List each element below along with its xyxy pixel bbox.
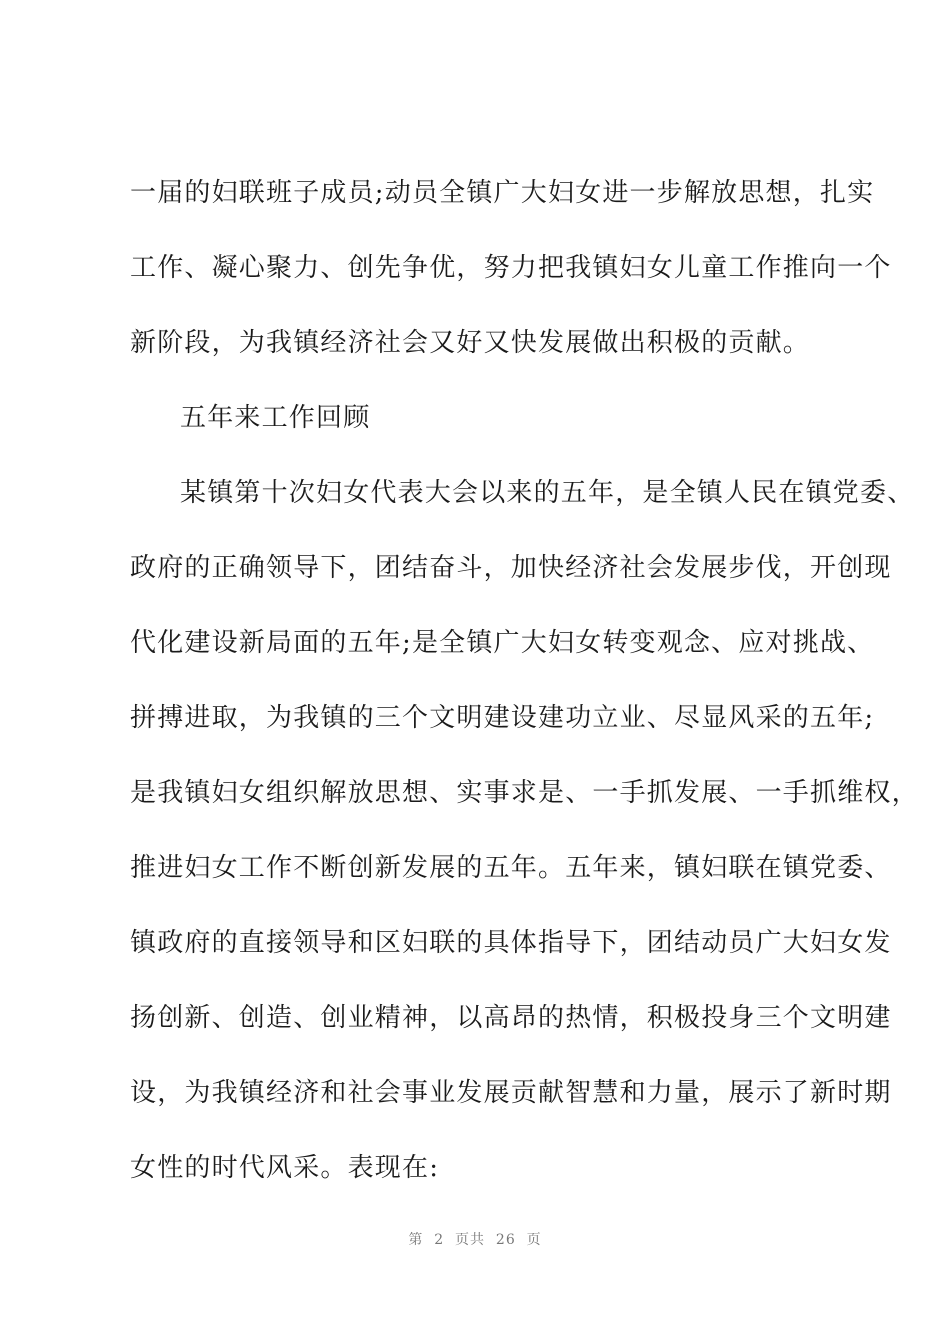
section-heading: 五年来工作回顾	[180, 403, 371, 433]
paragraph-line: 设，为我镇经济和社会事业发展贡献智慧和力量，展示了新时期	[130, 1078, 892, 1108]
paragraph-line: 是我镇妇女组织解放思想、实事求是、一手抓发展、一手抓维权，	[130, 778, 919, 808]
paragraph-line: 新阶段，为我镇经济社会又好又快发展做出积极的贡献。	[130, 328, 811, 358]
paragraph-line: 代化建设新局面的五年;是全镇广大妇女转变观念、应对挑战、	[130, 628, 875, 658]
paragraph-line: 某镇第十次妇女代表大会以来的五年，是全镇人民在镇党委、	[180, 478, 915, 508]
paragraph-line: 女性的时代风采。表现在:	[130, 1153, 440, 1183]
paragraph-line: 扬创新、创造、创业精神，以高昂的热情，积极投身三个文明建	[130, 1003, 892, 1033]
page-number-footer: 第 2 页共 26 页	[408, 1232, 542, 1248]
paragraph-line: 推进妇女工作不断创新发展的五年。五年来，镇妇联在镇党委、	[130, 853, 892, 883]
paragraph-line: 拼搏进取，为我镇的三个文明建设建功立业、尽显风采的五年;	[130, 703, 875, 733]
paragraph-line: 镇政府的直接领导和区妇联的具体指导下，团结动员广大妇女发	[130, 928, 892, 958]
paragraph-line: 工作、凝心聚力、创先争优，努力把我镇妇女儿童工作推向一个	[130, 253, 892, 283]
paragraph-line: 一届的妇联班子成员;动员全镇广大妇女进一步解放思想，扎实	[130, 178, 875, 208]
paragraph-line: 政府的正确领导下，团结奋斗，加快经济社会发展步伐，开创现	[130, 553, 892, 583]
